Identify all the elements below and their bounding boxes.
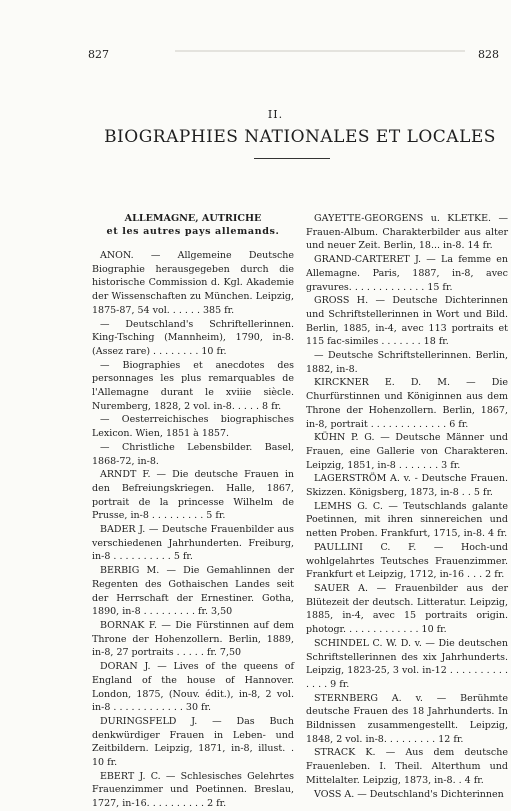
entry-anon-oesterreichisches: — Oesterreichisches biographisches Lexicon. Wien, 1851 à 1857. bbox=[92, 414, 294, 440]
entry-duringsfeld: DURINGSFELD J. — Das Buch denkwürdiger Frauen in Leben- und Zeitbildern. Leipzig, 1871, in-8, illust. . 10 fr. bbox=[92, 715, 294, 769]
section-heading-line2: et les autres pays allemands. bbox=[106, 226, 280, 237]
entry-gross: GROSS H. — Deutsche Dichterinnen und Schriftstellerinnen in Wort und Bild. Berlin, 1885, in-4, avec 113 portraits et 115 fac-similes . . . . . . . 18 fr. bbox=[306, 295, 508, 348]
entry-anon-allgemeine: ANON. — Allgemeine Deutsche Biographie herausgegeben durch die historische Commission d. Kgl. Akademie der Wissenschaften zu München. Leipzig, 1875-87, 54 vol. . . . . . 385 fr. bbox=[92, 250, 294, 316]
part-number: II. bbox=[267, 108, 284, 121]
entry-arndt: ARNDT F. — Die deutsche Frauen in den Befreiungskriegen. Halle, 1867, portrait de la princesse Wilhelm de Prusse, in-8 . . . . . . . . . 5 fr. bbox=[92, 469, 294, 522]
section-heading bbox=[92, 212, 294, 238]
title-rule bbox=[254, 158, 330, 159]
entry-berbig: BERBIG M. — Die Gemahlinnen der Regenten des Gothaischen Landes seit der Herrschaft der Ernestiner. Gotha, 1890, in-8 . . . . . . . . . fr. 3,50 bbox=[92, 565, 294, 618]
entry-anon-schriftellerinnen: — Deutschland's Schriftellerinnen. King-Tsching (Mannheim), 1790, in-8. (Assez rare) . . . . . . . . 10 fr. bbox=[92, 318, 294, 357]
entry-bornak: BORNAK F. — Die Fürstinnen auf dem Throne der Hohenzollern. Berlin, 1889, in-8, 27 portraits . . . . . fr. 7,50 bbox=[92, 619, 294, 659]
right-column bbox=[306, 212, 508, 801]
left-column bbox=[92, 212, 294, 811]
entry-lemhs: LEMHS G. C. — Teutschlands galante Poetinnen, mit ihren sinnereichen und netten Proben. Frankfurt, 1715, in-8. 4 fr. bbox=[306, 500, 508, 540]
page-title: BIOGRAPHIES NATIONALES ET LOCALES bbox=[104, 127, 496, 147]
entry-bader: BADER J. — Deutsche Frauenbilder aus verschiedenen Jahrhunderten. Freiburg, in-8 . . . . . . . . . . 5 fr. bbox=[92, 524, 294, 563]
bleed-through-line bbox=[175, 50, 465, 52]
entry-paullini: PAULLINI C. F. — Hoch-und wohlgelahrtes Teutsches Frauenzimmer. Frankfurt et Leipzig, 1712, in-16 . . . 2 fr. bbox=[306, 541, 508, 581]
entry-strack: STRACK K. — Aus dem deutsche Frauenleben. I. Theil. Alterthum und Mittelalter. Leipzig, 1873, in-8. . 4 fr. bbox=[306, 747, 508, 786]
entry-lagerstrom: LAGERSTRÖM A. v. - Deutsche Frauen. Skizzen. Königsberg, 1873, in-8 . . 5 fr. bbox=[306, 473, 508, 499]
page-number-right: 828 bbox=[478, 48, 499, 61]
entry-grand-carteret: GRAND-CARTERET J. — La femme en Allemagne. Paris, 1887, in-8, avec gravures. . . . . . . . . . . . . 15 fr. bbox=[306, 254, 508, 293]
section-heading-line1: ALLEMAGNE, AUTRICHE bbox=[124, 213, 262, 224]
entry-kirckner: KIRCKNER E. D. M. — Die Churfürstinnen und Königinnen aus dem Throne der Hohenzollern. Berlin, 1867, in-8, portrait . . . . . . . . . . . . . 6 fr. bbox=[306, 377, 508, 430]
entry-voss: VOSS A. — Deutschland's Dichterinnen bbox=[314, 788, 504, 800]
entry-gayette-georgens: GAYETTE-GEORGENS u. KLETKE. — Frauen-Album. Charakterbilder aus alter und neuer Zeit. Berlin, 18... in-8. 14 fr. bbox=[306, 213, 508, 252]
entry-sauer: SAUER A. — Frauenbilder aus der Blütezeit der deutsch. Litteratur. Leipzig, 1885, in-4, avec 15 portraits origin. photogr. . . . . . . . . . . . . 10 fr. bbox=[306, 582, 508, 636]
entry-gross-schriftstellerinnen: — Deutsche Schriftstellerinnen. Berlin, 1882, in-8. bbox=[306, 350, 508, 375]
entry-anon-biographies: — Biographies et anecdotes des personnages les plus remarquables de l'Allemagne durant le xviiie siècle. Nuremberg, 1828, 2 vol. in-8. . . . . 8 fr. bbox=[92, 359, 294, 412]
entry-sternberg: STERNBERG A. v. — Berühmte deutsche Frauen des 18 Jahrhunderts. In Bildnissen zusammengestellt. Leipzig, 1848, 2 vol. in-8. . . . . . . . . 12 fr. bbox=[306, 692, 508, 745]
page-number-left: 827 bbox=[88, 48, 109, 61]
entry-ebert: EBERT J. C. — Schlesisches Gelehrtes Frauenzimmer und Poetinnen. Breslau, 1727, in-16. . . . . . . . . . 2 fr. bbox=[92, 770, 294, 810]
entry-anon-lebensbilder: — Christliche Lebensbilder. Basel, 1868-72, in-8. bbox=[92, 441, 294, 467]
entry-schindel: SCHINDEL C. W. D. v. — Die deutschen Schriftstellerinnen des xix Jahrhunderts. Leipzig, 1823-25, 3 vol. in-12 . . . . . . . . . . . . . . 9 fr. bbox=[306, 637, 508, 690]
entry-doran: DORAN J. — Lives of the queens of England of the house of Hannover. London, 1875, (Nouv. édit.), in-8, 2 vol. in-8 . . . . . . . . . . . . 30 fr. bbox=[92, 661, 294, 714]
entry-kuhn: KÜHN P. G. — Deutsche Männer und Frauen, eine Gallerie von Charakteren. Leipzig, 1851, in-8 . . . . . . . 3 fr. bbox=[306, 432, 508, 471]
